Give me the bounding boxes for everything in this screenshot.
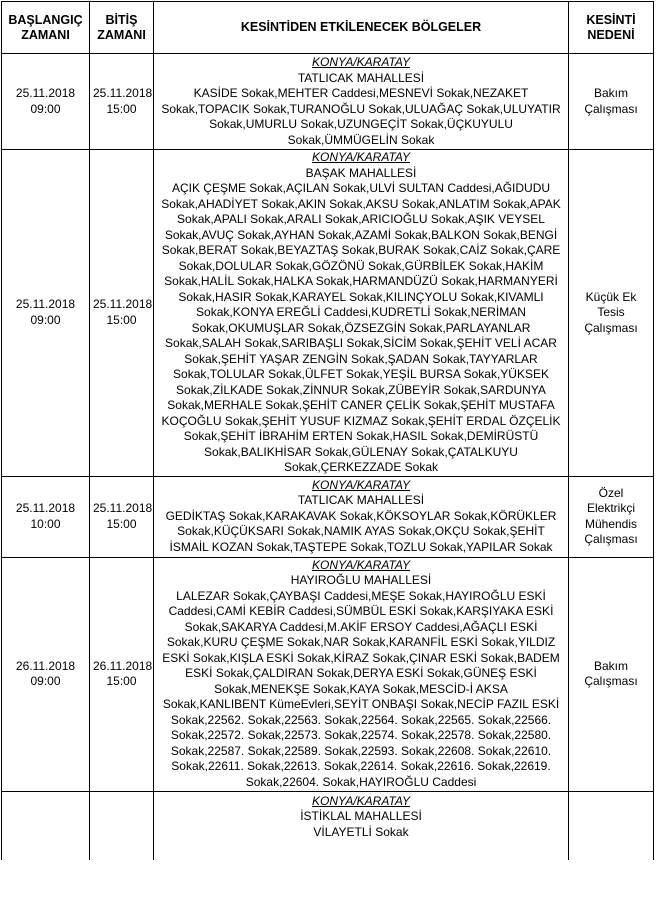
street-line: Sokak,22587. Sokak,22589. Sokak,22593. Sokak,22608. Sokak,22610. [170, 743, 552, 758]
street-line: ESKİ Sokak,KIŞLA ESKİ Sokak,KİRAZ Sokak,ÇINAR ESKİ Sokak,BADEM [162, 650, 560, 665]
outage-reason-cell [569, 557, 654, 791]
street-line: Sokak,ZİLKADE Sokak,ZİNNUR Sokak,ZÜBEYİR Sokak,SARDUNYA [176, 382, 546, 397]
end-time-cell [90, 791, 154, 860]
end-time-cell [90, 557, 154, 791]
start-time-cell [2, 557, 90, 791]
street-line: Sokak,HALİL Sokak,HALKA Sokak,HARMANDÜZÜ Sokak,HARMANYERİ [164, 274, 558, 288]
street-line: Sokak,AHADİYET Sokak,AKIN Sokak,AKSU Sokak,ANLATIM Sokak,APAK [161, 196, 561, 211]
reason-line: Bakım [593, 86, 628, 100]
reason-line: Çalışması [584, 101, 638, 116]
street-line: ESKİ Sokak,ÇALDIRAN Sokak,DERYA ESKİ Sokak,GÜNEŞ ESKİ [185, 666, 537, 681]
header-start-time: BAŞLANGIÇ ZAMANI [2, 2, 90, 54]
street-line: Sokak,MERHALE Sokak,ŞEHİT CANER ÇELİK Sokak,ŞEHİT MUSTAFA [167, 398, 555, 412]
neighborhood-name: TATLICAK MAHALLESİ [297, 493, 425, 508]
end-time: 15:00 [106, 516, 137, 531]
street-list [157, 181, 565, 476]
table-row [2, 54, 654, 150]
outage-reason-cell [569, 476, 654, 557]
street-line: Sokak,22604. Sokak,HAYIROĞLU Caddesi [245, 774, 477, 789]
outage-reason-cell [569, 54, 654, 150]
end-date: 25.11.2018 [93, 86, 153, 100]
table-row [2, 150, 654, 477]
street-line: Sokak,OKUMUŞLAR Sokak,ÖZSEZGİN Sokak,PARLAYANLAR [191, 320, 531, 335]
neighborhood-name: TATLICAK MAHALLESİ [297, 70, 425, 85]
end-time: 15:00 [106, 101, 137, 116]
street-line: Sokak,UMURLU Sokak,UZUNGEÇİT Sokak,ÜÇKUYULU [209, 117, 513, 131]
street-line: VİLAYETLİ Sokak [313, 824, 409, 839]
header-reason: KESİNTİ NEDENİ [569, 2, 654, 54]
affected-regions-cell [154, 54, 569, 150]
reason-line: Mühendis [584, 516, 638, 531]
reason-line: Özel [598, 485, 624, 500]
street-line: AÇIK ÇEŞME Sokak,AÇILAN Sokak,ULVİ SULTAN Caddesi,AĞIDUDU [171, 181, 551, 195]
street-line: Sokak,SALAH Sokak,SARIBAŞLI Sokak,SİCİM Sokak,ŞEHİT VELİ ACAR [165, 336, 557, 350]
street-line: İSMAİL KOZAN Sokak,TAŞTEPE Sokak,TOZLU Sokak,YAPILAR Sokak [169, 539, 553, 554]
street-line: Sokak,KURU ÇEŞME Sokak,NAR Sokak,KARANFİL ESKİ Sokak,YILDIZ [166, 635, 556, 650]
table-row [2, 476, 654, 557]
end-time-cell [90, 476, 154, 557]
street-line: Sokak,ÜMMÜGELİN Sokak [287, 132, 435, 147]
start-time: 10:00 [30, 516, 61, 531]
end-date: 26.11.2018 [93, 658, 153, 673]
street-line: Sokak,KÜÇÜKSARI Sokak,NAMIK AYAS Sokak,OKÇU Sokak,ŞEHİT [177, 524, 545, 539]
street-line: Sokak,BERAT Sokak,BEYAZTAŞ Sokak,BURAK Sokak,CAİZ Sokak,ÇARE [161, 243, 561, 257]
street-line: Sokak,KANLIBENT KümeEvleri,SEYİT ONBAŞI Sokak,NECİP FAZIL ESKİ [162, 697, 560, 712]
street-line: Sokak,AVUÇ Sokak,AYHAN Sokak,AZAMİ Sokak,BALKON Sokak,BENGİ [164, 227, 558, 242]
street-line: Sokak,TOPACIK Sokak,TURANOĞLU Sokak,ULUAĞAÇ Sokak,ULUYATIR [161, 101, 561, 116]
table-row [2, 791, 654, 860]
street-line: Sokak,ŞEHİT YAŞAR ZENGİN Sokak,ŞADAN Sokak,TAYYARLAR [184, 351, 538, 366]
end-time-cell [90, 54, 154, 150]
street-line: Sokak,ŞEHİT İBRAHİM ERTEN Sokak,HASIL Sokak,DEMİRÜSTÜ [183, 429, 539, 443]
street-list [157, 825, 565, 841]
reason-line: Küçük Ek [585, 289, 637, 304]
reason-line: Elektrikçi [586, 501, 635, 515]
street-line: Sokak,TOLULAR Sokak,ÜLFET Sokak,YEŞİL BURSA Sokak,YÜKSEK [173, 367, 549, 381]
street-line: Sokak,ÇERKEZZADE Sokak [283, 460, 439, 474]
street-line: KOÇOĞLU Sokak,ŞEHİT YUSUF KIZMAZ Sokak,ŞEHİT ERDAL ÖZÇELİK [161, 413, 561, 428]
region-name: KONYA/KARATAY [311, 793, 411, 808]
table-header-row [2, 2, 654, 54]
street-list [157, 589, 565, 791]
start-time-cell [2, 791, 90, 860]
end-time: 15:00 [106, 312, 137, 327]
start-date: 25.11.2018 [15, 501, 76, 515]
street-line: Sokak,22611. Sokak,22613. Sokak,22614. Sokak,22616. Sokak,22619. [171, 759, 551, 774]
outage-table [1, 1, 654, 860]
region-name: KONYA/KARATAY [311, 477, 411, 492]
street-line: Sokak,SAKARYA Caddesi,M.AKİF ERSOY Caddesi,AĞAÇLI ESKİ [184, 619, 538, 634]
start-date: 26.11.2018 [15, 658, 76, 673]
start-time-cell [2, 476, 90, 557]
affected-regions-cell [154, 791, 569, 860]
region-name: KONYA/KARATAY [311, 55, 411, 69]
street-line: Sokak,KONYA EREĞLİ Caddesi,KUDRETLİ Sokak,NERİMAN [196, 305, 526, 319]
end-time: 15:00 [106, 674, 137, 688]
street-list [157, 509, 565, 556]
region-name: KONYA/KARATAY [311, 150, 411, 164]
neighborhood-name: HAYIROĞLU MAHALLESİ [290, 573, 432, 588]
start-date: 25.11.2018 [15, 86, 76, 100]
end-time-cell [90, 150, 154, 477]
header-regions: KESİNTİDEN ETKİLENECEK BÖLGELER [154, 2, 569, 54]
street-line: Sokak,APALI Sokak,ARALI Sokak,ARICIOĞLU Sokak,AŞIK VEYSEL [177, 212, 545, 226]
reason-line: Çalışması [584, 532, 638, 546]
region-name: KONYA/KARATAY [311, 557, 411, 572]
start-time: 09:00 [30, 312, 61, 327]
neighborhood-name: İSTİKLAL MAHALLESİ [300, 809, 422, 823]
street-line: Sokak,DOLULAR Sokak,GÖZÖNÜ Sokak,GÜRBİLEK Sokak,HAKİM [178, 258, 544, 273]
end-date: 25.11.2018 [93, 501, 153, 515]
header-end-time: BİTİŞ ZAMANI [90, 2, 154, 54]
table-row [2, 557, 654, 791]
reason-line: Tesis [597, 305, 625, 319]
outage-reason-cell [569, 791, 654, 860]
start-date: 25.11.2018 [15, 297, 76, 312]
end-date: 25.11.2018 [93, 297, 153, 312]
street-line: Sokak,22562. Sokak,22563. Sokak,22564. Sokak,22565. Sokak,22566. [170, 712, 552, 727]
start-time: 09:00 [30, 674, 61, 688]
start-time-cell [2, 54, 90, 150]
affected-regions-cell [154, 476, 569, 557]
affected-regions-cell [154, 150, 569, 477]
street-line: LALEZAR Sokak,ÇAYBAŞI Caddesi,MEŞE Sokak,HAYIROĞLU ESKİ [176, 588, 546, 603]
neighborhood-name: BAŞAK MAHALLESİ [305, 165, 417, 180]
street-line: KASİDE Sokak,MEHTER Caddesi,MESNEVİ Sokak,NEZAKET [193, 86, 529, 100]
street-line: Sokak,HASIR Sokak,KARAYEL Sokak,KILINÇYOLU Sokak,KIVAMLI [178, 289, 544, 304]
affected-regions-cell [154, 557, 569, 791]
street-line: Sokak,MENEKŞE Sokak,KAYA Sokak,MESCİD-İ AKSA [214, 681, 508, 696]
street-line: Sokak,BALIKHİSAR Sokak,GÜLENAY Sokak,ÇATALKUYU [204, 444, 518, 459]
start-time: 09:00 [30, 101, 61, 116]
street-line: Sokak,22572. Sokak,22573. Sokak,22574. Sokak,22578. Sokak,22580. [170, 728, 552, 743]
street-line: GEDİKTAŞ Sokak,KARAKAVAK Sokak,KÖKSOYLAR Sokak,KÖRÜKLER [165, 508, 557, 523]
street-list [157, 86, 565, 148]
street-line: Caddesi,CAMİ KEBİR Caddesi,SÜMBÜL ESKİ Sokak,KARŞIYAKA ESKİ [168, 604, 554, 619]
outage-reason-cell [569, 150, 654, 477]
reason-line: Çalışması [584, 674, 638, 688]
start-time-cell [2, 150, 90, 477]
reason-line: Çalışması [584, 320, 638, 335]
reason-line: Bakım [593, 658, 628, 673]
